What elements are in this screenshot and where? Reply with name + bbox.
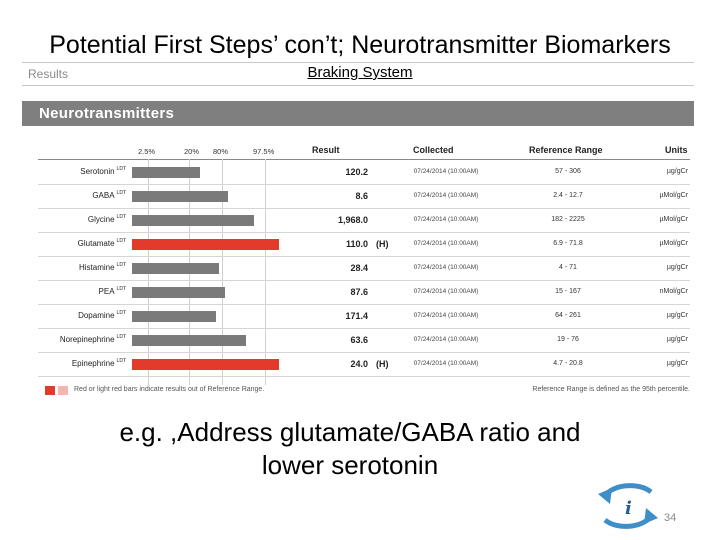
- body-text: [70, 416, 630, 482]
- percentile-label: 2.5%: [138, 147, 156, 156]
- table-row: [38, 160, 690, 185]
- results-label: Results: [28, 67, 69, 81]
- percentile-label: 97.5%: [253, 147, 275, 156]
- collected-date: 07/24/2014 (10:00AM): [413, 216, 479, 223]
- analyte-label: Glutamate: [77, 239, 115, 248]
- reference-range: 64 - 261: [555, 312, 581, 319]
- section-title: Neurotransmitters: [39, 105, 175, 122]
- analyte-name: [38, 191, 126, 200]
- units: µg/gCr: [666, 312, 688, 319]
- collected-date: 07/24/2014 (10:00AM): [413, 312, 479, 319]
- table-row: [38, 208, 690, 233]
- reference-range: 182 - 2225: [551, 216, 585, 223]
- high-flag: (H): [376, 239, 389, 249]
- neurotransmitter-table: [38, 140, 690, 382]
- analyte-name: [38, 167, 126, 176]
- result-value: 110.0: [345, 239, 368, 249]
- section-header: [22, 101, 694, 126]
- analyte-label: Glycine: [87, 215, 115, 224]
- reference-range: 19 - 76: [557, 336, 579, 343]
- result-header: Result: [312, 145, 340, 155]
- page-number: 34: [664, 512, 677, 524]
- analyte-label: Serotonin: [80, 167, 115, 176]
- analyte-label: PEA: [98, 287, 115, 296]
- light-red-swatch: [58, 386, 68, 395]
- ldt-superscript: LDT: [116, 190, 126, 196]
- result-bar: [132, 191, 228, 202]
- analyte-name: [38, 287, 126, 296]
- units: µg/gCr: [666, 264, 688, 271]
- percentile-label: 20%: [184, 147, 200, 156]
- ldt-superscript: LDT: [116, 214, 126, 220]
- table-row: [38, 280, 690, 305]
- result-bar: [132, 167, 200, 178]
- units: µg/gCr: [666, 168, 688, 175]
- collected-date: 07/24/2014 (10:00AM): [413, 192, 479, 199]
- analyte-name: [38, 335, 126, 344]
- reference-range: 6.9 - 71.8: [553, 240, 583, 247]
- ldt-superscript: LDT: [116, 334, 126, 340]
- reference-range: 4 - 71: [559, 264, 577, 271]
- units-header: Units: [665, 145, 688, 155]
- units: µMol/gCr: [659, 240, 688, 247]
- svg-text:i: i: [625, 498, 632, 519]
- result-value: 1,968.0: [337, 215, 368, 225]
- collected-date: 07/24/2014 (10:00AM): [413, 336, 479, 343]
- result-bar: [132, 263, 219, 274]
- analyte-label: GABA: [92, 191, 115, 200]
- units: µg/gCr: [666, 336, 688, 343]
- units: µg/gCr: [666, 360, 688, 367]
- table-row: [38, 304, 690, 329]
- body-line-1: e.g. ,Address glutamate/GABA ratio and: [119, 417, 581, 447]
- table-row: [38, 232, 690, 257]
- result-value: 24.0: [350, 359, 368, 369]
- ldt-superscript: LDT: [116, 286, 126, 292]
- result-value: 171.4: [345, 311, 368, 321]
- slide-title: Potential First Steps’ con’t; Neurotransmitter Biomarkers: [49, 31, 671, 59]
- collected-date: 07/24/2014 (10:00AM): [413, 288, 479, 295]
- result-value: 87.6: [350, 287, 368, 297]
- analyte-label: Epinephrine: [71, 359, 115, 368]
- result-bar: [132, 311, 216, 322]
- result-bar: [132, 335, 246, 346]
- analyte-name: [38, 263, 126, 272]
- reference-range: 2.4 - 12.7: [553, 192, 583, 199]
- ldt-superscript: LDT: [116, 262, 126, 268]
- units: µMol/gCr: [659, 192, 688, 199]
- result-bar: [132, 359, 279, 370]
- result-value: 28.4: [350, 263, 368, 273]
- info-cycle-icon[interactable]: [595, 480, 661, 532]
- units: nMol/gCr: [659, 288, 688, 295]
- collected-date: 07/24/2014 (10:00AM): [413, 360, 479, 367]
- slide-subtitle: Braking System: [307, 64, 413, 81]
- analyte-name: [38, 311, 126, 320]
- legend: [45, 384, 695, 398]
- table-row: [38, 328, 690, 353]
- body-line-2: lower serotonin: [261, 450, 439, 480]
- analyte-label: Histamine: [78, 263, 115, 272]
- result-bar: [132, 287, 225, 298]
- analyte-label: Dopamine: [78, 311, 115, 320]
- ldt-superscript: LDT: [116, 238, 126, 244]
- reference-range: 4.7 - 20.8: [553, 360, 583, 367]
- percentile-label: 80%: [213, 147, 229, 156]
- collected-date: 07/24/2014 (10:00AM): [413, 168, 479, 175]
- analyte-name: [38, 239, 126, 248]
- legend-text: Red or light red bars indicate results out of Reference Range.: [74, 386, 265, 393]
- reference-range: 57 - 306: [555, 168, 581, 175]
- collected-date: 07/24/2014 (10:00AM): [413, 264, 479, 271]
- ldt-superscript: LDT: [116, 310, 126, 316]
- table-row: [38, 184, 690, 209]
- reference-range-note: Reference Range is defined as the 95th percentile.: [532, 386, 690, 393]
- ldt-superscript: LDT: [116, 358, 126, 364]
- table-row: [38, 256, 690, 281]
- table-row: [38, 352, 690, 377]
- result-value: 120.2: [345, 167, 368, 177]
- analyte-label: Norepinephrine: [59, 335, 115, 344]
- analyte-name: [38, 215, 126, 224]
- ldt-superscript: LDT: [116, 166, 126, 172]
- reference-range: 15 - 167: [555, 288, 581, 295]
- result-bar: [132, 239, 279, 250]
- high-flag: (H): [376, 359, 389, 369]
- result-bar: [132, 215, 254, 226]
- reference-range-header: Reference Range: [529, 145, 603, 155]
- analyte-name: [38, 359, 126, 368]
- collected-header: Collected: [413, 145, 454, 155]
- result-value: 8.6: [355, 191, 368, 201]
- collected-date: 07/24/2014 (10:00AM): [413, 240, 479, 247]
- result-value: 63.6: [350, 335, 368, 345]
- red-swatch: [45, 386, 55, 395]
- units: µMol/gCr: [659, 216, 688, 223]
